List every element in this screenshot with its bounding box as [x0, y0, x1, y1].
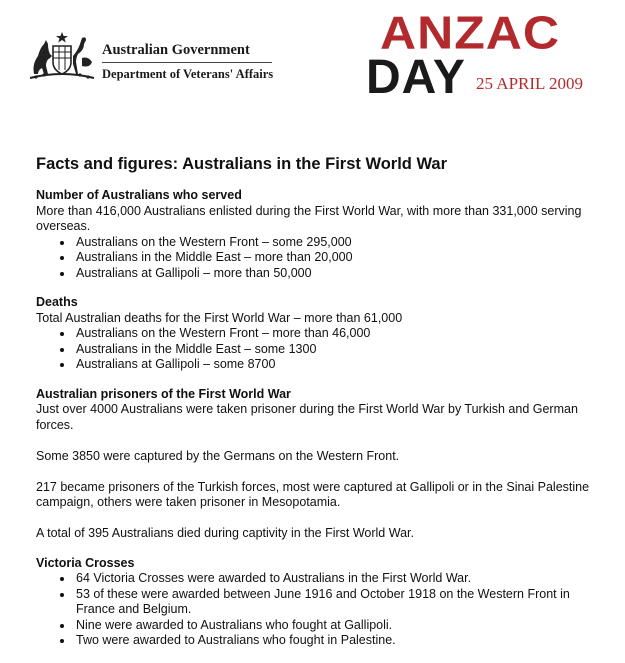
section-paragraph: Just over 4000 Australians were taken prisoner during the First World War by Turkish and German forces. [36, 402, 578, 432]
section-heading: Victoria Crosses [36, 555, 135, 570]
list-item: • Australians on the Western Front – more than 46,000 [74, 326, 606, 342]
coat-of-arms-icon [26, 30, 98, 82]
section-victoria-crosses [36, 556, 606, 649]
anzac-day-logo [366, 6, 606, 104]
list-item: • Australians on the Western Front – some 295,000 [74, 235, 606, 251]
section-paragraph: A total of 395 Australians died during captivity in the First World War. [36, 526, 414, 540]
section-heading: Number of Australians who served [36, 188, 242, 202]
section-text: More than 416,000 Australians enlisted during the First World War, with more than 331,000 serving overseas. [36, 203, 582, 233]
logo-anzac-text: ANZAC [380, 6, 560, 59]
section-heading: Deaths [36, 295, 78, 309]
section-served [36, 188, 606, 281]
government-branding [26, 30, 276, 82]
department-name: Department of Veterans' Affairs [102, 67, 274, 81]
list-item: • Australians at Gallipoli – some 8700 [74, 357, 606, 373]
list-item: • 53 of these were awarded between June 1916 and October 1918 on the Western Front in France and Belgium. [74, 587, 606, 618]
list-item: • Australians in the Middle East – some 1300 [74, 342, 606, 358]
bullet-list [36, 235, 606, 282]
section-prisoners [36, 387, 606, 542]
section-heading: Australian prisoners of the First World War [36, 386, 291, 401]
logo-date-text: 25 APRIL 2009 [476, 74, 584, 93]
document-body [36, 154, 606, 663]
bullet-list [36, 326, 606, 373]
bullet-list [36, 571, 606, 649]
section-text: Total Australian deaths for the First World War – more than 61,000 [36, 310, 403, 325]
list-item: • Two were awarded to Australians who fought in Palestine. [74, 633, 606, 649]
section-paragraph: Some 3850 were captured by the Germans on the Western Front. [36, 448, 400, 463]
page-title: Facts and figures: Australians in the First World War [36, 155, 448, 173]
list-item: • 64 Victoria Crosses were awarded to Australians in the First World War. [74, 571, 606, 587]
list-item: • Australians at Gallipoli – more than 50,000 [74, 266, 606, 282]
government-name: Australian Government [102, 42, 272, 63]
list-item: • Nine were awarded to Australians who fought at Gallipoli. [74, 618, 606, 634]
section-paragraph: 217 became prisoners of the Turkish forces, most were captured at Gallipoli or in the Sinai Palestine campaign, others were taken prisoner in Mesopotamia. [36, 479, 590, 509]
logo-day-text: DAY [366, 51, 466, 104]
list-item: • Australians in the Middle East – more than 20,000 [74, 250, 606, 266]
section-deaths [36, 295, 606, 373]
